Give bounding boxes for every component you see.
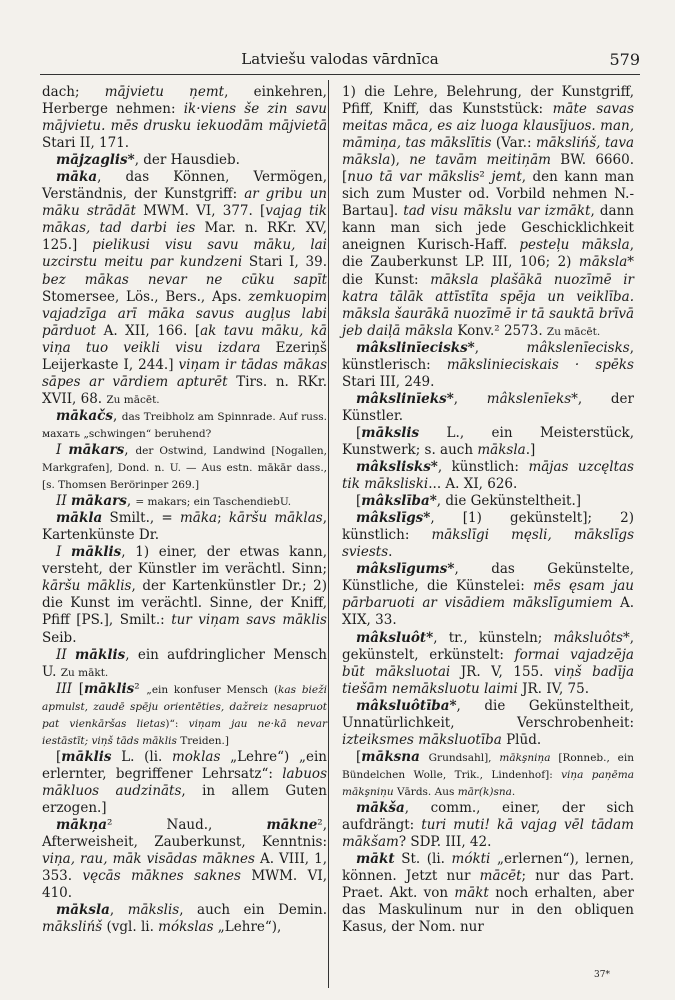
entry-maksla: mākslа, mākslis, auch ein Demin. mākslińš (vgl. li. mókslas „Lehre“), xyxy=(42,902,327,936)
entry-maksa: mākša, comm., einer, der sich aufdrängt: turi muti! kā vajag vēl tādam mākšam? SDP. III, 42. xyxy=(342,799,634,851)
entry-maksna: [māksna Grundsahl], mākşniņa [Ronneb., ein Bündelchen Wolle, Trik., Lindenhof]: viņa paņēma mākşniņu Vārds. Aus mār(k)sna. xyxy=(342,748,634,798)
entry-makslisks: mâkslisks*, künstlich: mājas uzcęltas tik māksliski... A. XI, 626. xyxy=(342,459,634,493)
entry-cont-majvieta: dach; mājvietu ņemt, einkehren, Herberge nehmen: ik·viens še zin savu mājvietu. mēs drusku iekuodām mājvietā Stari II, 171. xyxy=(42,84,327,152)
entry-maka: māka, das Können, Vermögen, Verständnis, der Kunstgriff: ar gribu un māku strādāt MWM. VI, 377. [vajag tik mākas, tad darbi ies Mar. n. RKr. XV, 125.] pielikusi visu savu māku, lai uzcirstu meitu par kundzeni Stari I, 39. bez mākas nevar ne cūku sapīt Stomersee, Lös., Bers., Aps. zemkuopim vajadzīga arī māka savus augļus labi pārduot A. XII, 166. [ak tavu māku, kā viņa tuo veikli visu izdara Ezeriņš Leijerkaste I, 244.] viņam ir tādas mākas sāpes ar vārdiem apturēt Tirs. n. RKr. XVII, 68. Zu mācēt. xyxy=(42,169,328,407)
entry-cont-maksla: 1) die Lehre, Belehrung, der Kunstgriff, Pfiff, Kniff, das Kunststück: māte savas meitas māca, es aiz luoga klausījuos. man, māmiņa, tas mākslītis (Var.: mākslińš, tava māksla), ne tavām meitiņām BW. 6660. [nuo tā var mākslis² jemt, den kann man sich zum Muster od. Vorbild nehmen N.-Bartau]. tad visu mākslu var izmākt, dann kann man sich jede Geschicklichkeit aneignen Kurisch-Haff. pesteļu māksla, die Zauberkunst LP. III, 106; 2) māksla* die Kunst: māksla plašākā nuozīmē ir katra tālāk attīstīta spēja un veiklība. māksla šaurākā nuozīmē ir tā sauktā brīvā jeb daiļā māksla Konv.² 2573. Zu mācēt. xyxy=(342,84,635,339)
header-rule xyxy=(40,74,640,75)
entry-makslīgums: mâkslīgums*, das Gekünstelte, Künstliche, die Künstelei: mēs ęsam jau pārbaruoti ar visādiem mākslīgumiem A. XIX, 33. xyxy=(342,561,635,629)
entry-maklis-1: I māklis, 1) einer, der etwas kann, versteht, der Künstler im verächtl. Sinn; kāršu māklis, der Kartenkünstler Dr.; 2) die Kunst im verächtl. Sinne, der Kniff, Pfiff [PS.], Smilt.: tur viņam savs māklis Seib. xyxy=(42,544,328,646)
page-number: 579 xyxy=(609,50,640,69)
left-column xyxy=(42,84,327,936)
entry-makslīgs: mâkslīgs*, [1) gekünstelt]; 2) künstlich: mākslīgi męsli, mākslīgs sviests. xyxy=(342,510,634,561)
signature-mark: 37* xyxy=(594,970,610,980)
entry-makslinieks: mâkslinīeks*, mâkslenīeks*, der Künstler. xyxy=(342,390,634,424)
entry-maklis-L: [māklis L. (li. moklas „Lehre“) „ein erlernter, begriffener Lehrsatz“: labuos mākluos audzināts, in allem Guten erzogen.] xyxy=(42,748,327,816)
entry-makars-2: II mākars, = makars; ein TaschendiebU. xyxy=(56,493,292,510)
entry-maklis-2: II māklis, ein aufdringlicher Mensch U. Zu mākt. xyxy=(42,646,327,680)
entry-makslība: [mâkslība*, die Gekünsteltheit.] xyxy=(356,493,582,510)
entry-maksluotība: mâksluôtība*, die Gekünsteltheit, Unnatürlichkeit, Verschrobenheit: izteiksmes māksluotība Plūd. xyxy=(342,697,634,748)
entry-makars-1: I mākars, der Ostwind, Landwind [Nogallen, Markgrafen], Dond. n. U. — Aus estn. mākār dass., [s. Thomsen Berörinper 269.] xyxy=(42,441,328,492)
entry-majzaglis: mājzaglis*, der Hausdieb. xyxy=(56,152,240,169)
entry-maklis-3: III [māklis² „ein konfuser Mensch (kas bieži apmulst, zaudē spēju orientēties, dažreiz nesapruot pat vienkāršas lietas)“: viņam jau ne·kā nevar iestāstīt; viņš tāds māklis Treiden.] xyxy=(42,680,328,747)
entry-makslis: [mākslis L., ein Meisterstück, Kunstwerk; s. auch māksla.] xyxy=(342,424,634,458)
entry-makacs: mākačs, das Treibholz am Spinnrade. Auf russ. махать „schwingen“ beruhend? xyxy=(42,407,327,440)
entry-makla: mākla Smilt., = māka; kāršu māklas, Kartenkünste Dr. xyxy=(42,510,327,544)
entry-makna: mākņa² Naud., mākne², Afterweisheit, Zauberkunst, Kenntnis: viņa, rau, māk visādas māknes A. VIII, 1, 353. vęcās māknes saknes MWM. VI, 410. xyxy=(42,817,328,902)
right-column xyxy=(342,84,634,936)
entry-maksluot: mâksluôt*, tr., künsteln; mâksluôts*, gekünstelt, erkünstelt: formai vajadzēja būt māksluotai JR. V, 155. viņš badīja tiešām nemāksluotu laimi JR. IV, 75. xyxy=(342,629,634,697)
running-title: Latviešu valodas vārdnīca xyxy=(241,50,439,68)
page-header xyxy=(40,50,640,72)
entry-makt: mākt St. (li. mókti „erlernen“), lernen, können. Jetzt nur mācēt; nur das Part. Praet. Akt. von mākt noch erhalten, aber das Maskulinum nur in den obliquen Kasus, der Nom. nur xyxy=(342,851,634,936)
entry-makslinieciks: mâkslinīecisks*, mâkslenīecisks, künstlerisch: mākslinieciskais · spēks Stari III, 249. xyxy=(342,339,634,390)
column-divider xyxy=(328,80,329,988)
